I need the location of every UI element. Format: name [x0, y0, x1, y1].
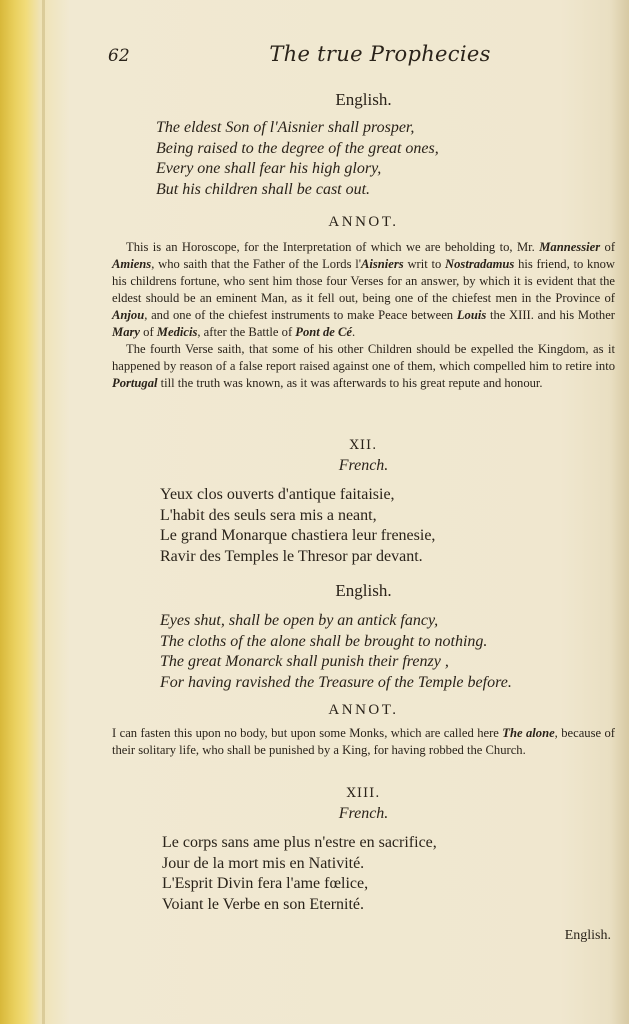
verse-line: Being raised to the degree of the great ones, [156, 139, 439, 157]
verse-line: The eldest Son of l'Aisnier shall prosper, [156, 119, 415, 136]
english-heading: English. [335, 90, 392, 109]
catchword: English. [564, 928, 611, 943]
french-verse [160, 485, 615, 567]
quatrain-block [112, 786, 615, 915]
verse-line: But his children shall be cast out. [156, 180, 371, 198]
english-verse [156, 118, 615, 200]
verse-line: Every one shall fear his high glory, [156, 160, 382, 177]
english-translation-block [112, 90, 615, 200]
verse-line: Le grand Monarque chastiera leur frenesie, [160, 527, 436, 544]
italic-name: Nostradamus [445, 257, 515, 271]
italic-name: Pont de Cé [295, 325, 352, 339]
verse-line: The cloths of the alone shall be brought to nothing. [160, 632, 488, 650]
running-title: The true Prophecies [269, 42, 491, 66]
italic-name: The alone [502, 726, 555, 740]
verse-line: Ravir des Temples le Thresor par devant. [160, 547, 423, 565]
quatrain-number: XII. [349, 438, 378, 453]
french-heading: French. [338, 457, 389, 474]
italic-name: Mary [112, 325, 140, 339]
quatrain-number: XIII. [346, 786, 381, 801]
verse-line: Le corps sans ame plus n'estre en sacrifice, [162, 834, 437, 851]
verse-line: Jour de la mort mis en Nativité. [162, 854, 365, 872]
french-heading: French. [338, 805, 389, 822]
annot-heading: ANNOT. [328, 702, 399, 718]
quatrain-block [112, 438, 615, 693]
french-verse [162, 833, 615, 915]
annot-paragraph: This is an Horoscope, for the Interpretation of which we are beholding to, Mr. Mannessier of Amiens, who saith that the Father of the Lords l'Aisniers writ to Nostradamus his friend, to know his childrens fortune, who sent him those four Verses for an answer, by which it is evident that the eldest should be an eminent Man, as it fell out, being one of the chiefest men in the Province of Anjou, and one of the chiefest instruments to make Peace between Louis the XIII. and his Mother Mary of Medicis, after the Battle of Pont de Cé. [112, 240, 616, 339]
verse-line: The great Monarck shall punish their frenzy , [160, 653, 449, 670]
annot-heading: ANNOT. [328, 214, 399, 230]
verse-line: L'Esprit Divin fera l'ame fœlice, [162, 875, 369, 892]
italic-name: Medicis [156, 325, 198, 339]
verse-line: Yeux clos ouverts d'antique faitaisie, [160, 486, 395, 503]
english-heading: English. [335, 581, 392, 600]
italic-name: Aisniers [361, 257, 404, 271]
annotation-block [112, 702, 615, 759]
verse-line: Eyes shut, shall be open by an antick fancy, [160, 612, 439, 629]
italic-name: Portugal [112, 376, 158, 390]
italic-name: Mannessier [539, 240, 601, 254]
verse-line: L'habit des seuls sera mis a neant, [160, 506, 377, 524]
annotation-block [112, 214, 615, 392]
italic-name: Louis [456, 308, 487, 322]
annot-paragraph: I can fasten this upon no body, but upon some Monks, which are called here The alone, because of their solitary life, who shall be punished by a King, for having robbed the Church. [112, 726, 615, 757]
verse-line: Voiant le Verbe en son Eternité. [162, 895, 365, 913]
page-number: 62 [108, 46, 130, 66]
italic-name: Anjou [112, 308, 145, 322]
page-header [0, 40, 629, 74]
english-verse [160, 611, 615, 693]
italic-name: Amiens [112, 257, 152, 271]
verse-line: For having ravished the Treasure of the Temple before. [160, 673, 512, 691]
annot-paragraph: The fourth Verse saith, that some of his other Children should be expelled the Kingdom, as it happened by reason of a false report raised against one of them, which compelled him to retire into Portugal till the truth was known, as it was afterwards to his great repute and honour. [112, 342, 615, 390]
